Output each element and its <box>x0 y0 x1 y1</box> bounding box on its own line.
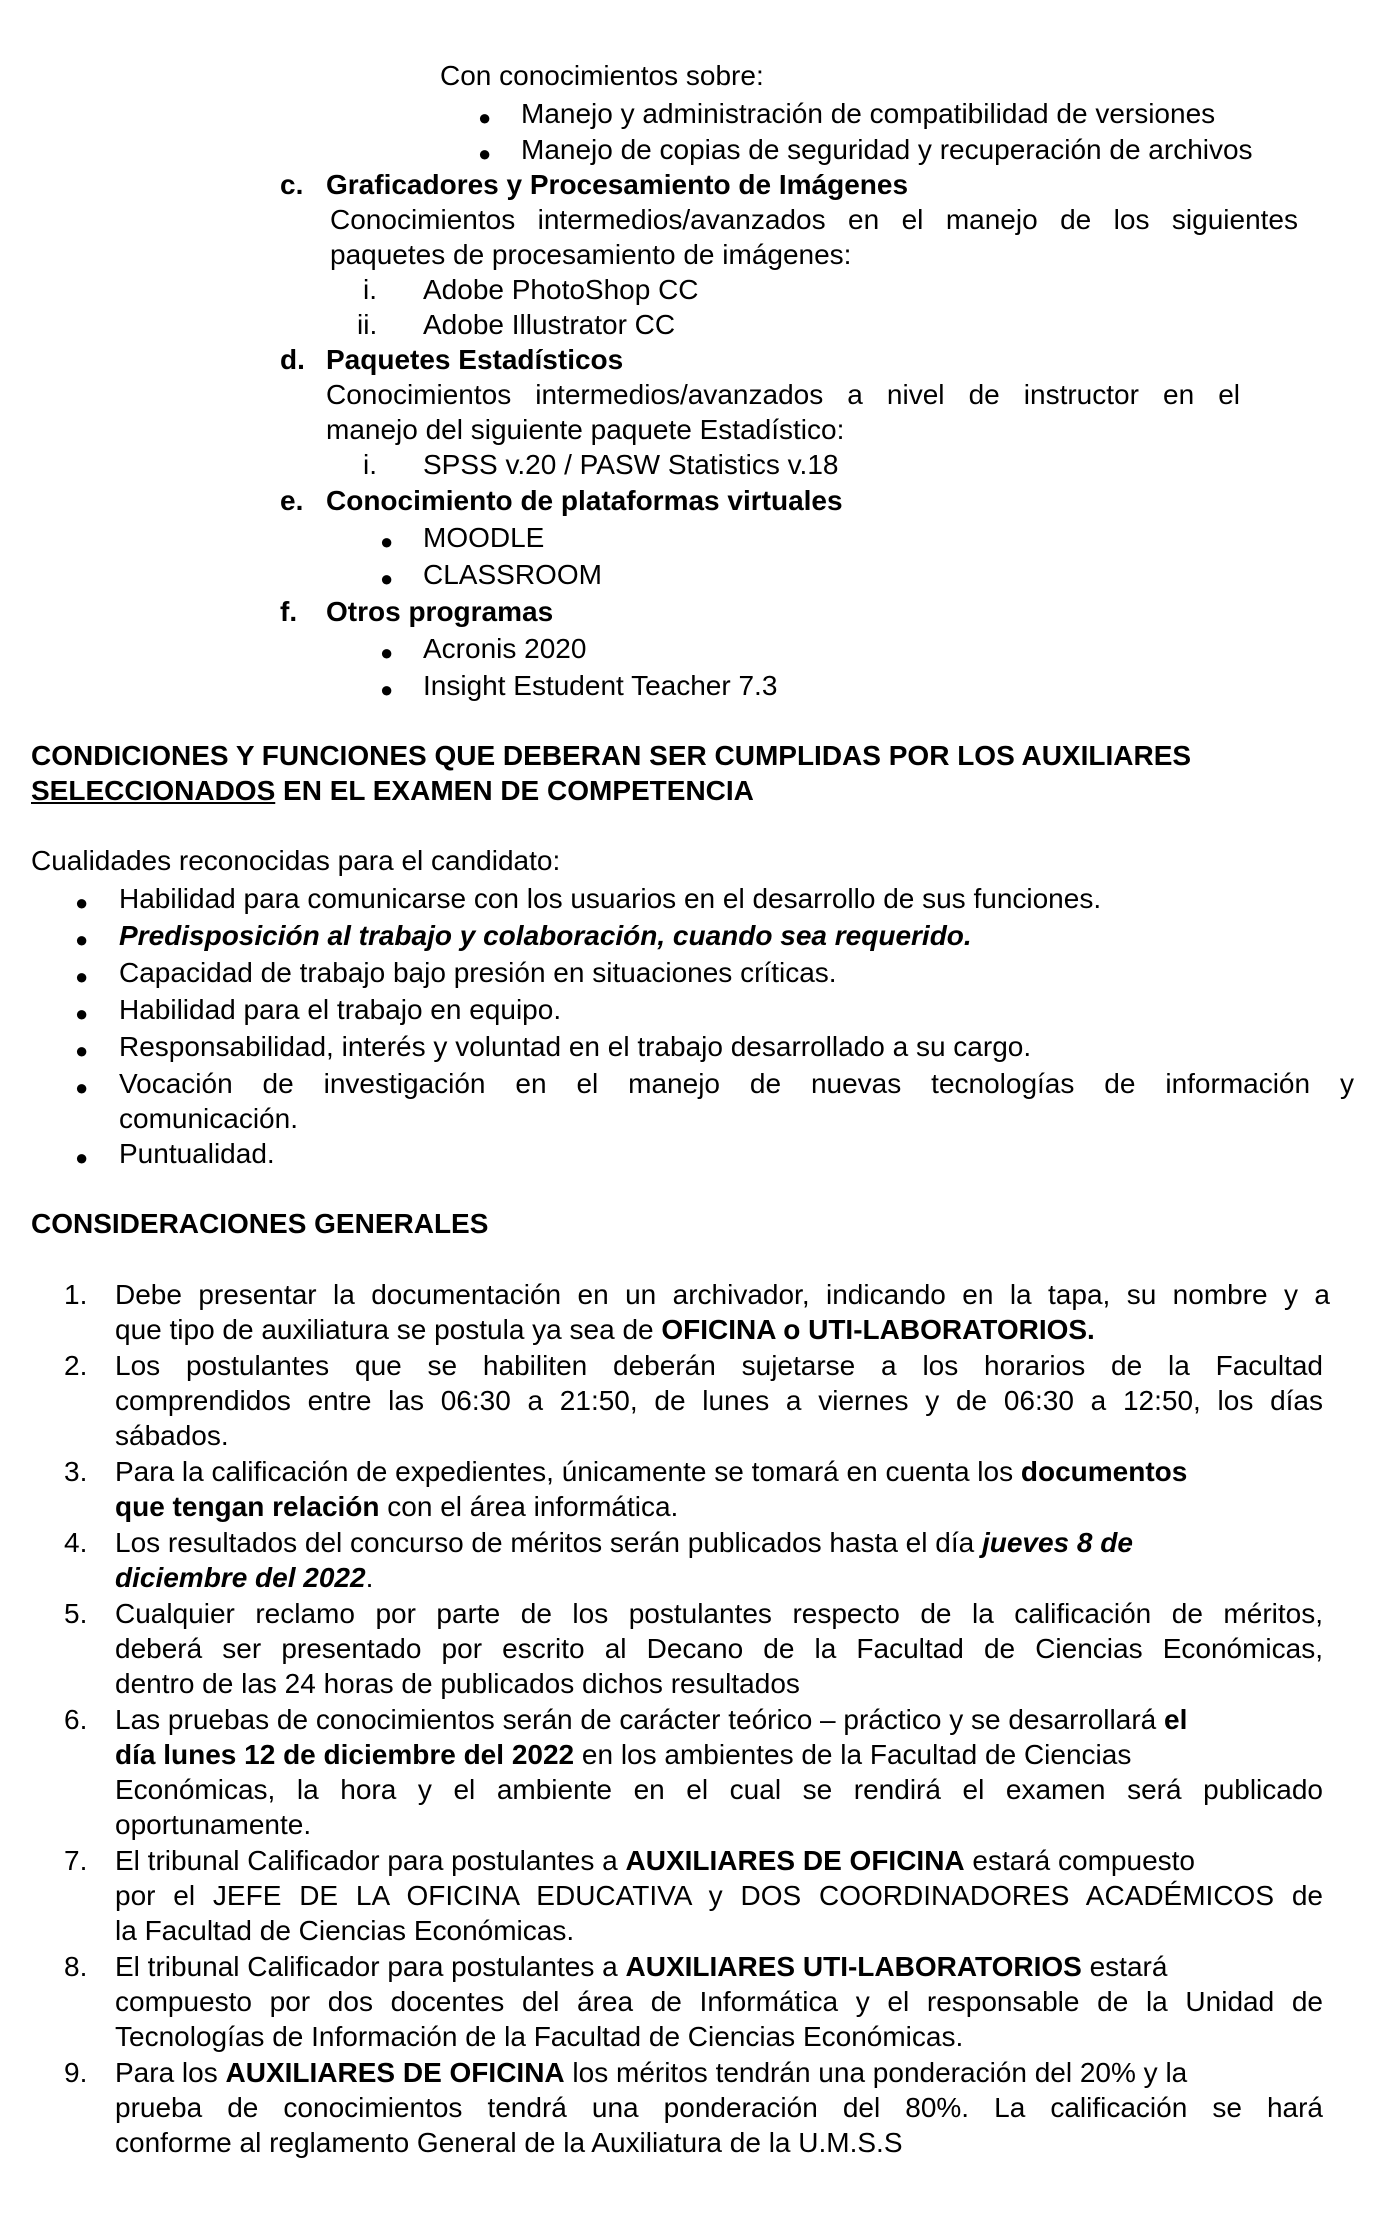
list-number: i. <box>363 274 377 305</box>
list-number: 6. <box>64 1704 88 1735</box>
list-item: Habilidad para comunicarse con los usuarios en el desarrollo de sus funciones. <box>119 883 1102 914</box>
section-d-letter: d. <box>280 344 305 375</box>
list-item <box>115 1843 1195 1878</box>
bullet-icon: ● <box>75 890 89 915</box>
text-run: estará <box>1081 1951 1168 1982</box>
list-item: Capacidad de trabajo bajo presión en situaciones críticas. <box>119 957 837 988</box>
text-run: diciembre del 2022 <box>115 1562 366 1593</box>
list-item: SPSS v.20 / PASW Statistics v.18 <box>423 449 839 480</box>
list-item: Habilidad para el trabajo en equipo. <box>119 994 562 1025</box>
qualities-intro: Cualidades reconocidas para el candidato: <box>31 845 561 876</box>
bullet-icon: ● <box>75 1075 89 1100</box>
list-number: 7. <box>64 1845 88 1876</box>
text-run: El tribunal Calificador para postulantes a <box>115 1845 626 1876</box>
text-run: el <box>1164 1704 1188 1735</box>
text-run: que tengan relación <box>115 1491 380 1522</box>
list-item <box>115 1525 1133 1560</box>
section-e-title: Conocimiento de plataformas virtuales <box>326 485 843 516</box>
section-d-desc: Conocimientos intermedios/avanzados a nivel de instructor en el <box>326 379 1240 410</box>
list-item <box>115 2055 1187 2090</box>
section-c-title: Graficadores y Procesamiento de Imágenes <box>326 169 909 200</box>
list-item: Responsabilidad, interés y voluntad en el trabajo desarrollado a su cargo. <box>119 1031 1032 1062</box>
list-item <box>115 1949 1167 1984</box>
text-run: AUXILIARES UTI-LABORATORIOS <box>625 1951 1082 1982</box>
list-item: conforme al reglamento General de la Auxiliatura de la U.M.S.S <box>115 2127 903 2158</box>
general-heading: CONSIDERACIONES GENERALES <box>31 1208 489 1239</box>
text-run: Los resultados del concurso de méritos serán publicados hasta el día <box>115 1527 982 1558</box>
list-item: Insight Estudent Teacher 7.3 <box>423 670 778 701</box>
section-f-letter: f. <box>280 596 298 627</box>
bullet-icon: ● <box>75 964 89 989</box>
list-item <box>115 1489 678 1524</box>
bullet-icon: ● <box>75 1001 89 1026</box>
text-run: El tribunal Calificador para postulantes a <box>115 1951 626 1982</box>
list-item <box>115 1702 1187 1737</box>
section-f-title: Otros programas <box>326 596 554 627</box>
section-c-desc: Conocimientos intermedios/avanzados en el manejo de los siguientes <box>330 204 1298 235</box>
section-c-letter: c. <box>280 169 304 200</box>
section-e-letter: e. <box>280 485 304 516</box>
conditions-heading-rest: EN EL EXAMEN DE COMPETENCIA <box>275 775 754 806</box>
list-item: Debe presentar la documentación en un archivador, indicando en la tapa, su nombre y a <box>115 1279 1330 1310</box>
list-item <box>115 1312 1095 1347</box>
list-item: Manejo de copias de seguridad y recuperación de archivos <box>521 134 1253 165</box>
text-run: día lunes 12 de diciembre del 2022 <box>115 1739 575 1770</box>
bullet-icon: ● <box>478 105 492 130</box>
list-item: deberá ser presentado por escrito al Decano de la Facultad de Ciencias Económicas, <box>115 1633 1323 1664</box>
list-item: sábados. <box>115 1420 229 1451</box>
list-number: 1. <box>64 1279 88 1310</box>
list-item: Los postulantes que se habiliten deberán sujetarse a los horarios de la Facultad <box>115 1350 1323 1381</box>
list-item: Acronis 2020 <box>423 633 587 664</box>
section-d-title: Paquetes Estadísticos <box>326 344 624 375</box>
list-item: prueba de conocimientos tendrá una ponderación del 80%. La calificación se hará <box>115 2092 1323 2123</box>
text-run: estará compuesto <box>964 1845 1195 1876</box>
list-item: Adobe PhotoShop CC <box>423 274 699 305</box>
list-item: comunicación. <box>119 1103 298 1134</box>
text-run: los méritos tendrán una ponderación del 20% y la <box>564 2057 1188 2088</box>
list-item <box>115 1454 1187 1489</box>
bullet-icon: ● <box>75 1038 89 1063</box>
section-d-desc: manejo del siguiente paquete Estadístico: <box>326 414 845 445</box>
list-item <box>115 1560 373 1595</box>
bullet-icon: ● <box>75 927 89 952</box>
list-number: 3. <box>64 1456 88 1487</box>
text-run: en los ambientes de la Facultad de Ciencias <box>574 1739 1132 1770</box>
list-item: comprendidos entre las 06:30 a 21:50, de lunes a viernes y de 06:30 a 12:50, los días <box>115 1385 1323 1416</box>
bullet-icon: ● <box>380 566 394 591</box>
conditions-heading <box>31 773 754 808</box>
list-item: Económicas, la hora y el ambiente en el cual se rendirá el examen será publicado <box>115 1774 1323 1805</box>
list-number: i. <box>363 449 377 480</box>
list-item: Manejo y administración de compatibilidad de versiones <box>521 98 1216 129</box>
text-run: con el área informática. <box>379 1491 679 1522</box>
text-run: Las pruebas de conocimientos serán de carácter teórico – práctico y se desarrollará <box>115 1704 1164 1735</box>
text-run: AUXILIARES DE OFICINA <box>225 2057 565 2088</box>
list-item: Vocación de investigación en el manejo de nuevas tecnologías de información y <box>119 1068 1354 1099</box>
text-run: jueves 8 de <box>981 1527 1133 1558</box>
bullet-icon: ● <box>75 1145 89 1170</box>
list-number: 2. <box>64 1350 88 1381</box>
conditions-heading-underlined: SELECCIONADOS <box>31 775 276 806</box>
list-item: por el JEFE DE LA OFICINA EDUCATIVA y DOS COORDINADORES ACADÉMICOS de <box>115 1880 1323 1911</box>
text-run: . <box>365 1562 374 1593</box>
intro-text: Con conocimientos sobre: <box>440 60 764 91</box>
text-run: Para los <box>115 2057 226 2088</box>
list-item: la Facultad de Ciencias Económicas. <box>115 1915 575 1946</box>
text-run: AUXILIARES DE OFICINA <box>625 1845 965 1876</box>
list-number: ii. <box>357 309 378 340</box>
bullet-icon: ● <box>380 677 394 702</box>
list-item: Cualquier reclamo por parte de los postulantes respecto de la calificación de méritos, <box>115 1598 1323 1629</box>
list-item: oportunamente. <box>115 1809 312 1840</box>
list-number: 9. <box>64 2057 88 2088</box>
text-run: documentos <box>1020 1456 1188 1487</box>
conditions-heading: CONDICIONES Y FUNCIONES QUE DEBERAN SER CUMPLIDAS POR LOS AUXILIARES <box>31 740 1192 771</box>
list-item: Predisposición al trabajo y colaboración, cuando sea requerido. <box>119 920 972 951</box>
list-item <box>115 1737 1131 1772</box>
bullet-icon: ● <box>478 141 492 166</box>
text-run: Para la calificación de expedientes, únicamente se tomará en cuenta los <box>115 1456 1021 1487</box>
bullet-icon: ● <box>380 529 394 554</box>
list-item: Tecnologías de Información de la Facultad de Ciencias Económicas. <box>115 2021 964 2052</box>
list-item: compuesto por dos docentes del área de Informática y el responsable de la Unidad de <box>115 1986 1323 2017</box>
list-item: MOODLE <box>423 522 545 553</box>
list-number: 4. <box>64 1527 88 1558</box>
text-run: OFICINA o UTI-LABORATORIOS. <box>661 1314 1095 1345</box>
section-c-desc: paquetes de procesamiento de imágenes: <box>330 239 852 270</box>
list-item: Puntualidad. <box>119 1138 275 1169</box>
list-item: dentro de las 24 horas de publicados dichos resultados <box>115 1668 800 1699</box>
list-number: 8. <box>64 1951 88 1982</box>
bullet-icon: ● <box>380 640 394 665</box>
list-number: 5. <box>64 1598 88 1629</box>
list-item: CLASSROOM <box>423 559 602 590</box>
list-item: Adobe Illustrator CC <box>423 309 676 340</box>
text-run: que tipo de auxiliatura se postula ya sea de <box>115 1314 662 1345</box>
